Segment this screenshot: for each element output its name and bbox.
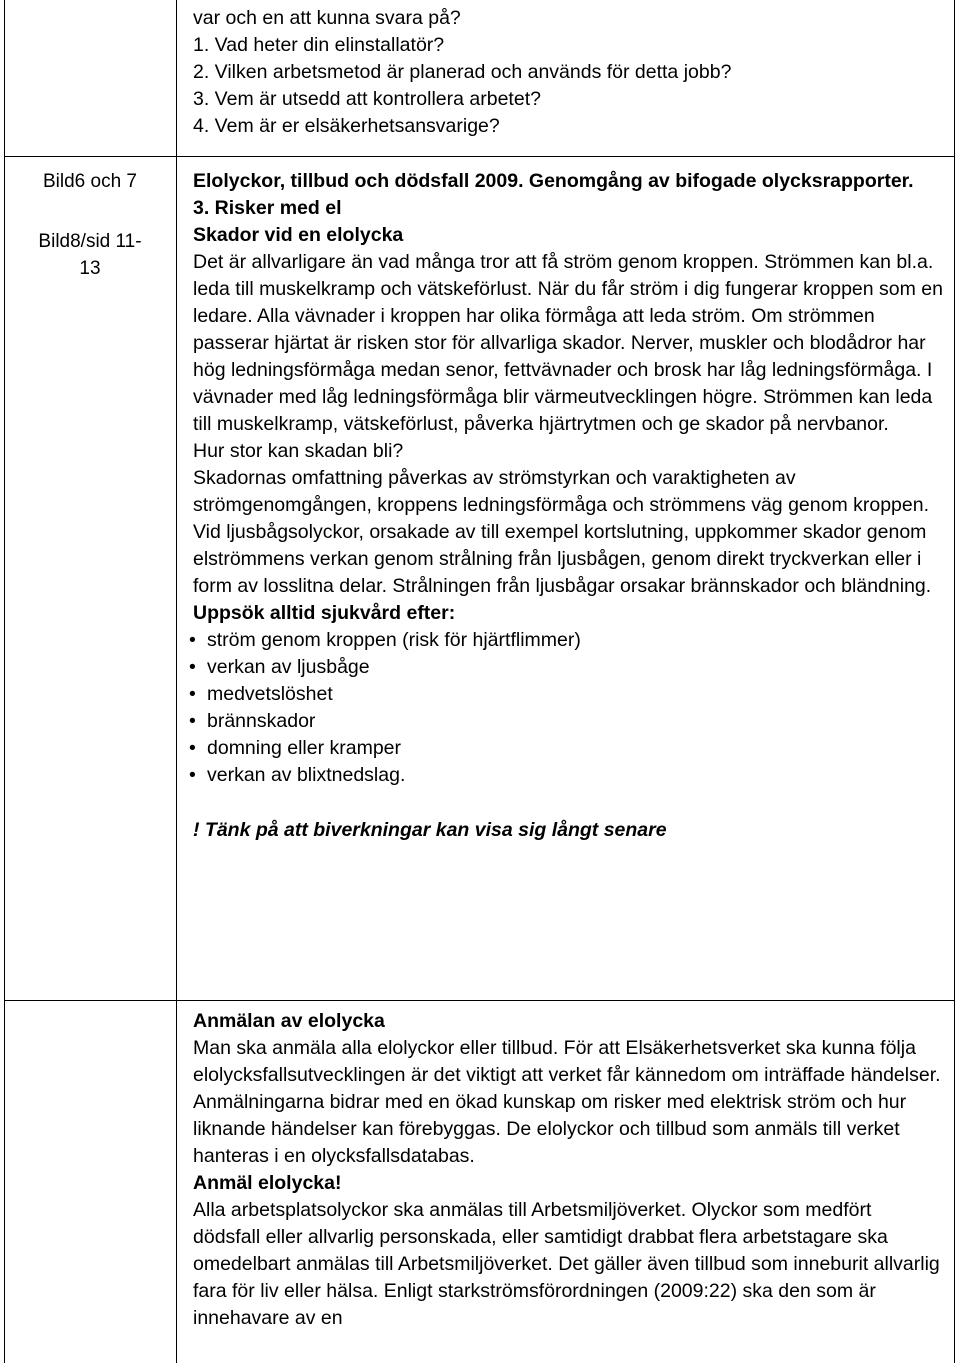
row-divider	[4, 156, 955, 157]
list-item: • verkan av blixtnedslag.	[193, 762, 943, 789]
section-heading: Elolyckor, tillbud och dödsfall 2009. Genomgång av bifogade olycksrapporter.	[193, 170, 914, 192]
section-heading: Uppsök alltid sjukvård efter:	[193, 602, 456, 624]
row3-content	[193, 1008, 943, 1332]
list-item: • medvetslöshet	[193, 681, 943, 708]
row1-content	[193, 5, 943, 140]
question-2: 2. Vilken arbetsmetod är planerad och används för detta jobb?	[193, 61, 732, 83]
section-heading: Skador vid en elolycka	[193, 224, 404, 246]
slide-label-1: Bild6 och 7	[42, 171, 137, 192]
question-3: 3. Vem är utsedd att kontrollera arbetet?	[193, 88, 541, 110]
paragraph: Anmälningarna bidrar med en ökad kunskap om risker med elektrisk ström och hur liknande händelser kan förebyggas. De elolyckor och tillbud som anmäls till verket hanteras i en olycksfallsdatabas.	[193, 1091, 907, 1167]
section-heading: 3. Risker med el	[193, 197, 342, 219]
question-1: 1. Vad heter din elinstallatör?	[193, 34, 445, 56]
list-item: • brännskador	[193, 708, 943, 735]
paragraph: Vid ljusbågsolyckor, orsakade av till exempel kortslutning, uppkommer skador genom elströmmens verkan genom strålning från ljusbågen, genom direkt tryckverkan eller i form av losslitna delar. Strålningen från ljusbågar orsakar brännskador och bländning.	[193, 521, 932, 597]
spacer	[193, 789, 943, 817]
section-heading: Anmälan av elolycka	[193, 1010, 385, 1032]
paragraph: Alla arbetsplatsolyckor ska anmälas till Arbetsmiljöverket. Olyckor som medfört dödsfall eller allvarlig personskada, eller samtidigt drabbat flera arbetstagare ska omedelbart anmälas till Arbetsmiljöverket. Det gäller även tillbud som inneburit allvarlig fara för liv eller hälsa. Enligt starkströmsförordningen (2009:22) ska den som är innehavare av en	[193, 1199, 940, 1329]
row-divider	[4, 1000, 955, 1001]
column-divider	[176, 0, 177, 1363]
symptom-list	[193, 627, 943, 789]
section-heading: Anmäl elolycka!	[193, 1172, 342, 1194]
question-4: 4. Vem är er elsäkerhetsansvarige?	[193, 115, 500, 137]
slide-label-2: Bild8/sid 11- 13	[38, 231, 142, 279]
row2-content	[193, 168, 943, 844]
paragraph: Hur stor kan skadan bli?	[193, 440, 404, 462]
text-line: var och en att kunna svara på?	[193, 7, 461, 29]
list-item: • verkan av ljusbåge	[193, 654, 943, 681]
warning-text: ! Tänk på att biverkningar kan visa sig långt senare	[193, 819, 667, 841]
list-item: • domning eller kramper	[193, 735, 943, 762]
paragraph: Det är allvarligare än vad många tror att få ström genom kroppen. Strömmen kan bl.a. leda till muskelkramp och vätskeförlust. När du får ström i dig fungerar kroppen som en ledare. Alla vävnader i kroppen har olika förmåga att leda ström. Om strömmen passerar hjärtat är risken stor för allvarliga skador. Nerver, muskler och blodådror har hög ledningsförmåga medan senor, fettvävnader och brosk har låg ledningsförmåga. I vävnader med låg ledningsförmåga blir värmeutvecklingen högre. Strömmen kan leda till muskelkramp, vätskeförlust, påverka hjärtrytmen och ge skador på nervbanor.	[193, 251, 943, 435]
list-item: • ström genom kroppen (risk för hjärtflimmer)	[193, 627, 943, 654]
paragraph: Man ska anmäla alla elolyckor eller tillbud. För att Elsäkerhetsverket ska kunna följa elolycksfallsutvecklingen är det viktigt att verket får kännedom om inträffade händelser.	[193, 1037, 941, 1086]
paragraph: Skadornas omfattning påverkas av strömstyrkan och varaktigheten av strömgenomgången, kroppens ledningsförmåga och strömmens väg genom kroppen.	[193, 467, 930, 516]
